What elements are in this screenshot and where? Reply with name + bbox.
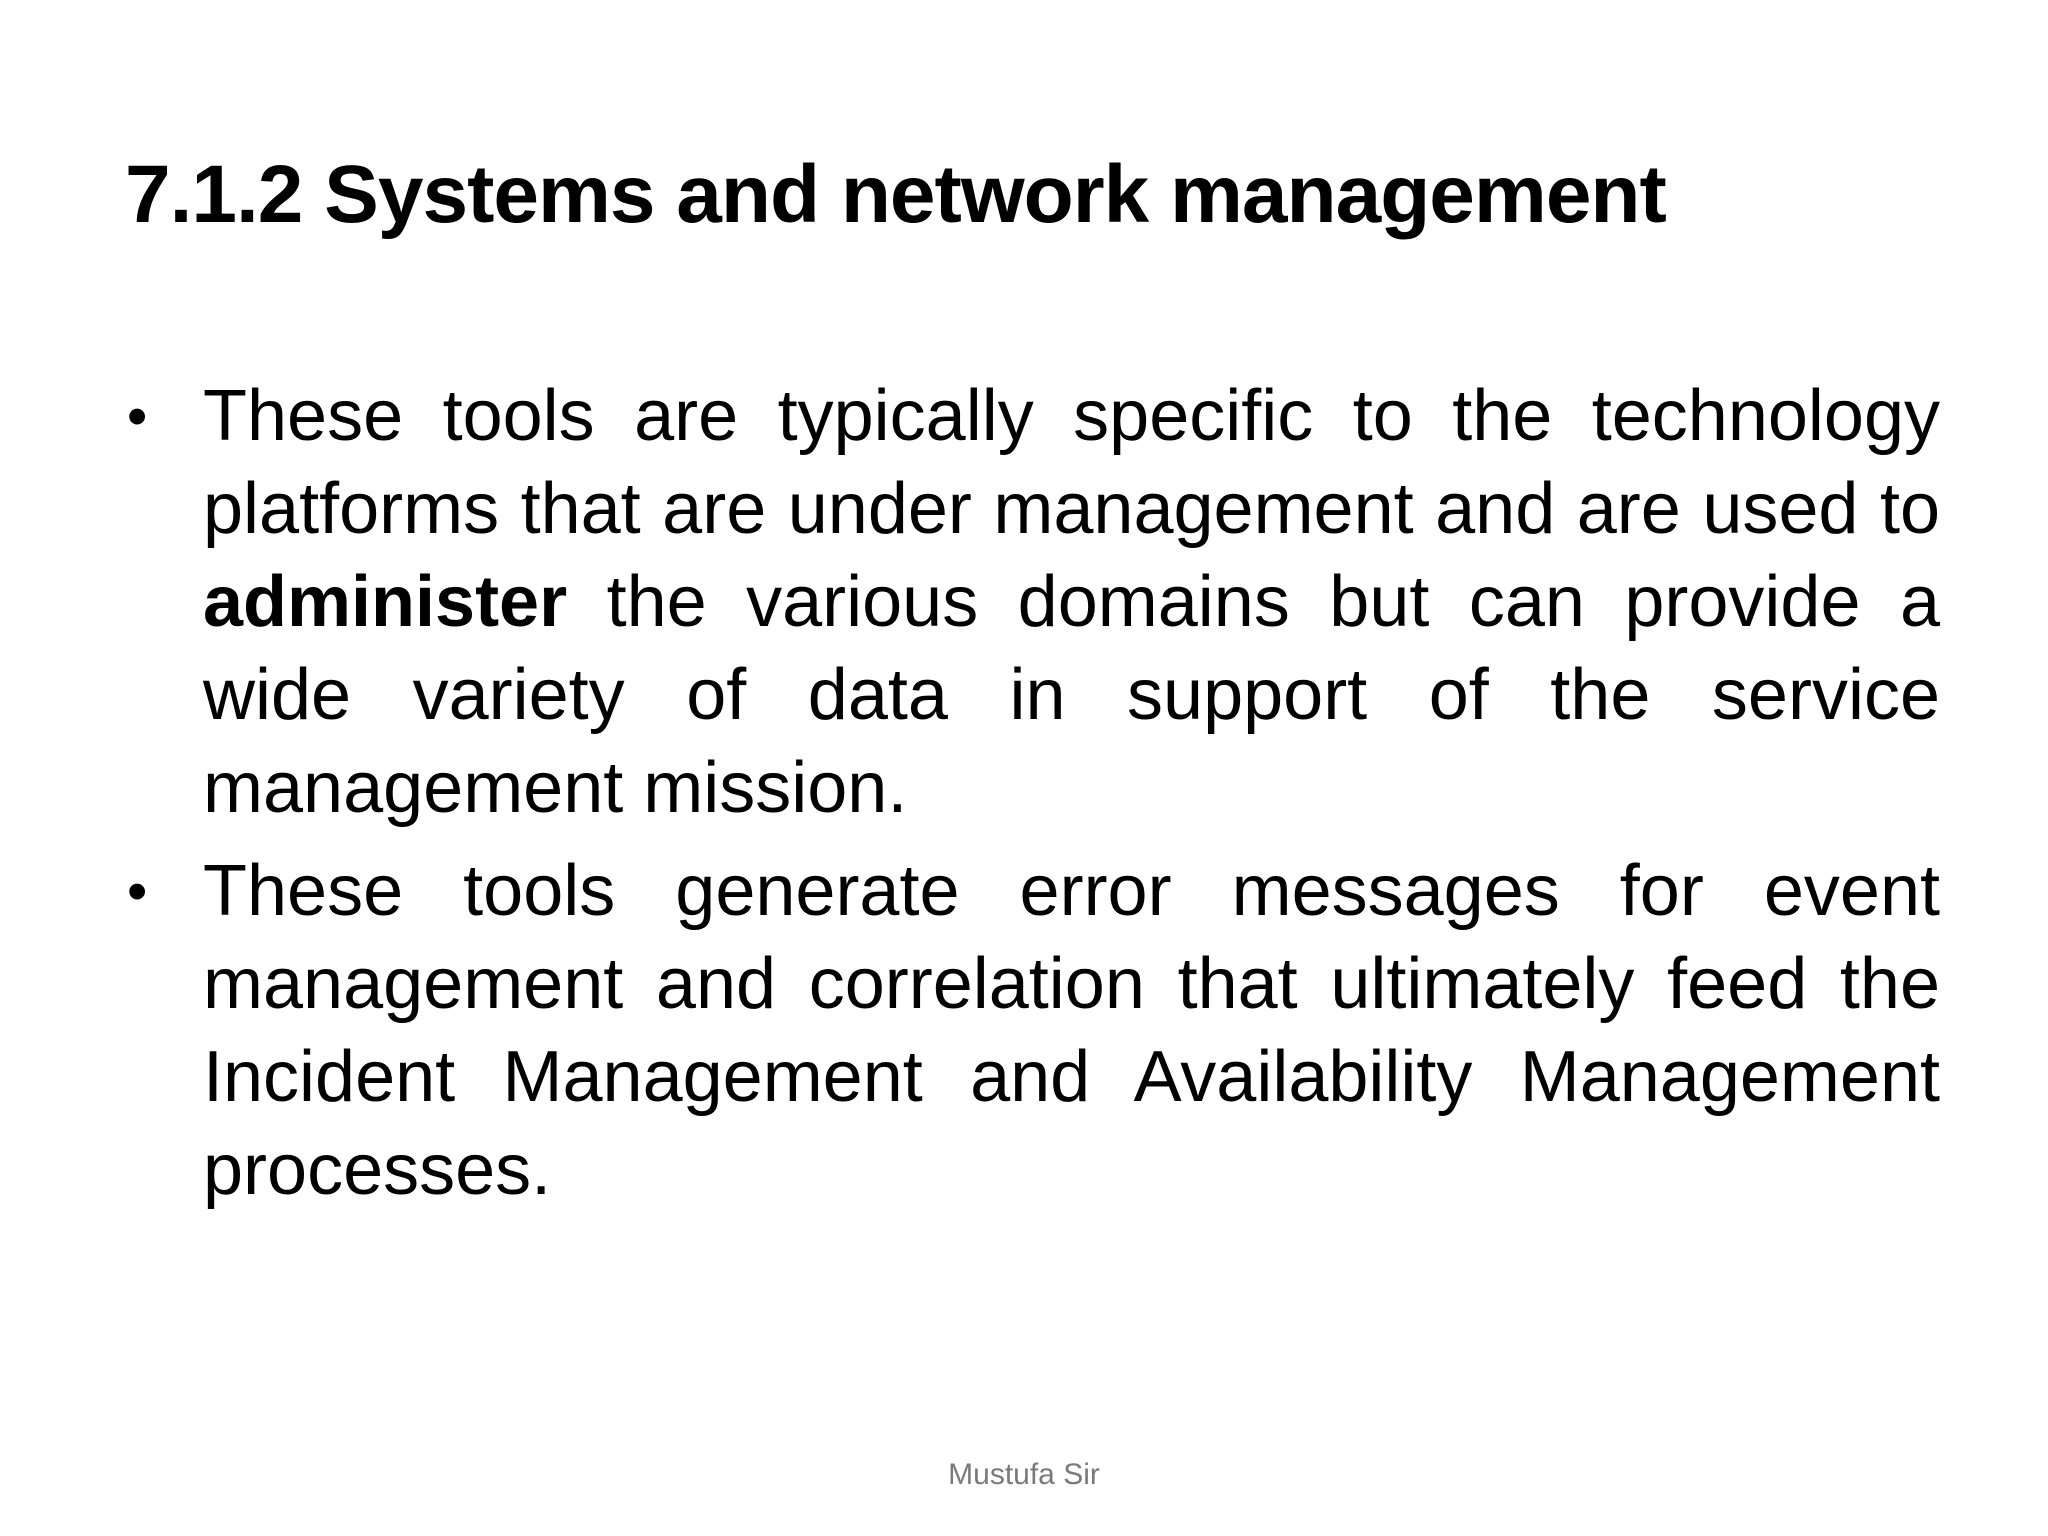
bullet-icon: • [127, 384, 148, 449]
slide-title: 7.1.2 Systems and network management [125, 149, 1666, 240]
bullet-text-before: These tools are typically specific to the technology platforms that are under management and are used to [203, 376, 1940, 549]
bullet-text-after: the various domains but can provide a wide variety of data in support of the service management mission. [203, 562, 1940, 828]
slide-footer: Mustufa Sir [948, 1458, 1100, 1491]
bullet-item [125, 370, 1940, 835]
bullet-icon: • [127, 859, 148, 924]
bullet-item [125, 845, 1940, 1217]
bullet-list [125, 370, 1940, 1227]
bullet-text: These tools generate error messages for event management and correlation that ultimately feed the Incident Management and Availability Management processes. [203, 851, 1940, 1210]
emphasized-word: administer [203, 562, 568, 642]
